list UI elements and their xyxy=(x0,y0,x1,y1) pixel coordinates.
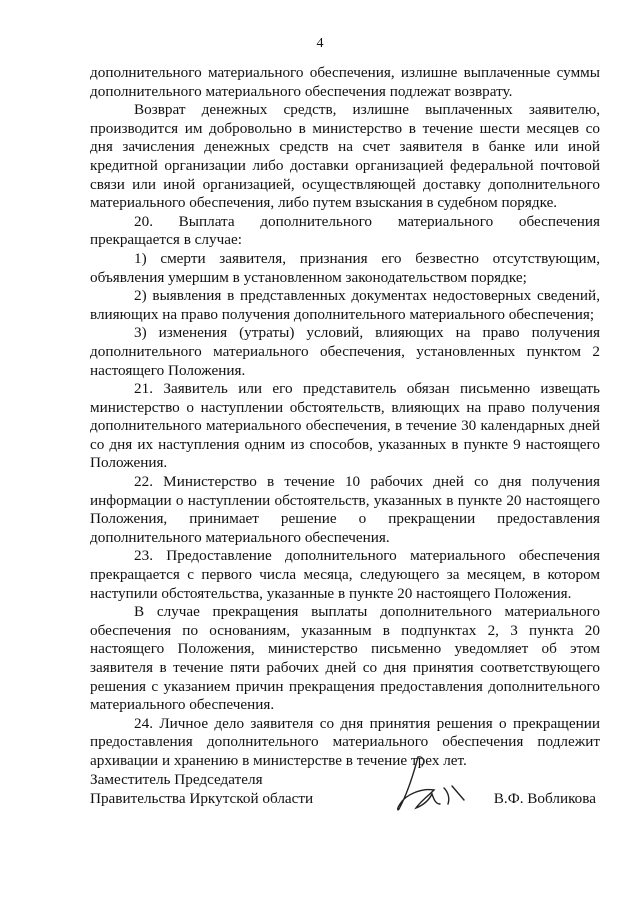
paragraph-clause-24: 24. Личное дело заявителя со дня принятия решения о прекращении предоставления дополнительного материального обеспечения подлежит архивации и хранению в министерстве в течение трех лет. xyxy=(90,714,600,769)
signatory-title xyxy=(90,770,313,808)
signatory-title-line-2: Правительства Иркутской области xyxy=(90,790,314,807)
paragraph-clause-23: 23. Предоставление дополнительного материального обеспечения прекращается с первого числа месяца, следующего за месяцем, в котором наступили обстоятельства, указанные в пункте 20 настоящего Положения. xyxy=(90,547,600,602)
signatory-name: В.Ф. Вобликова xyxy=(493,790,596,807)
paragraph-clause-20: 20. Выплата дополнительного материального обеспечения прекращается в случае: xyxy=(90,212,600,249)
paragraph-clause-20-item-3: 3) изменения (утраты) условий, влияющих на право получения дополнительного материального обеспечения, установленных пунктом 2 настоящего Положения. xyxy=(90,324,600,379)
document-body xyxy=(90,64,600,771)
paragraph-continuation: дополнительного материального обеспечения, излишне выплаченные суммы дополнительного материального обеспечения подлежат возврату. xyxy=(90,64,600,100)
paragraph-clause-20-item-1: 1) смерти заявителя, признания его безвестно отсутствующим, объявления умершим в установленном законодательством порядке; xyxy=(90,249,600,286)
paragraph-refund: Возврат денежных средств, излишне выплаченных заявителю, производится им добровольно в министерство в течение шести месяцев со дня зачисления денежных средств на счет заявителя в банке или иной кредитной организации либо доставки организацией федеральной почтовой связи или иной организацией, осуществляющей доставку дополнительного материального обеспечения, либо путем взыскания в судебном порядке. xyxy=(90,101,600,212)
handwritten-signature xyxy=(378,752,468,822)
paragraph-clause-20-item-2: 2) выявления в представленных документах недостоверных сведений, влияющих на право получения дополнительного материального обеспечения; xyxy=(90,287,600,323)
page-number: 4 xyxy=(316,36,324,51)
signature-block xyxy=(90,770,600,830)
paragraph-clause-21: 21. Заявитель или его представитель обязан письменно извещать министерство о наступлении обстоятельств, влияющих на право получения дополнительного материального обеспечения, в течение 30 календарных дней со дня их наступления одним из способов, указанных в пункте 9 настоящего Положения. xyxy=(90,380,600,472)
paragraph-clause-23-termination: В случае прекращения выплаты дополнительного материального обеспечения по основаниям, указанным в подпунктах 2, 3 пункта 20 настоящего Положения, министерство письменно уведомляет об этом заявителя в течение пяти рабочих дней со дня принятия соответствующего решения с указанием причин прекращения предоставления дополнительного материального обеспечения. xyxy=(90,603,600,714)
signatory-title-line-1: Заместитель Председателя xyxy=(90,771,263,788)
paragraph-clause-22: 22. Министерство в течение 10 рабочих дней со дня получения информации о наступлении обстоятельств, указанных в пункте 20 настоящего Положения, принимает решение о прекращении предоставления дополнительного материального обеспечения. xyxy=(90,473,600,546)
